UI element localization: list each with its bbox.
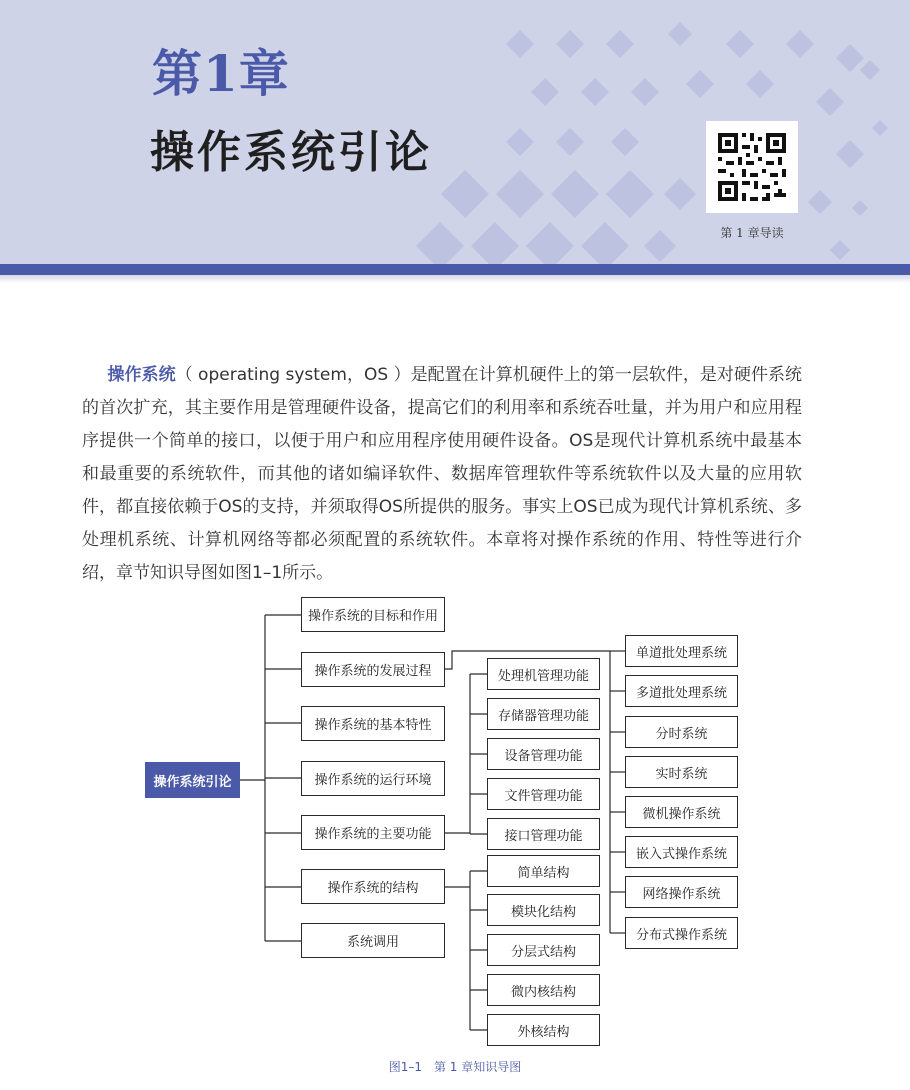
dev-single-batch: 单道批处理系统	[625, 635, 738, 667]
qr-caption: 第 1 章导读	[720, 226, 784, 240]
function-interface: 接口管理功能	[487, 818, 600, 850]
structure-simple: 简单结构	[487, 855, 600, 887]
dev-microcomputer: 微机操作系统	[625, 796, 738, 828]
lead-term: 操作系统	[107, 365, 176, 385]
function-processor: 处理机管理功能	[487, 658, 600, 690]
topic-development: 操作系统的发展过程	[301, 652, 445, 687]
topic-goals: 操作系统的目标和作用	[301, 597, 445, 632]
structure-microkernel: 微内核结构	[487, 974, 600, 1006]
chapter-title: 操作系统引论	[150, 127, 432, 178]
topic-functions: 操作系统的主要功能	[301, 815, 445, 850]
topic-features: 操作系统的基本特性	[301, 706, 445, 741]
topic-structure: 操作系统的结构	[301, 869, 445, 904]
dev-real-time: 实时系统	[625, 756, 738, 788]
dev-embedded: 嵌入式操作系统	[625, 836, 738, 868]
function-file: 文件管理功能	[487, 778, 600, 810]
dev-time-sharing: 分时系统	[625, 716, 738, 748]
function-memory: 存储器管理功能	[487, 698, 600, 730]
figure-caption: 图1–1 第 1 章知识导图	[388, 1060, 522, 1074]
topic-syscall: 系统调用	[301, 923, 445, 958]
structure-modular: 模块化结构	[487, 894, 600, 926]
topic-runtime: 操作系统的运行环境	[301, 761, 445, 796]
dev-network: 网络操作系统	[625, 876, 738, 908]
function-device: 设备管理功能	[487, 738, 600, 770]
dev-distributed: 分布式操作系统	[625, 917, 738, 949]
dev-multi-batch: 多道批处理系统	[625, 675, 738, 707]
structure-exokernel: 外核结构	[487, 1014, 600, 1046]
structure-layered: 分层式结构	[487, 934, 600, 966]
mindmap-root: 操作系统引论	[145, 762, 240, 798]
intro-body: （ operating system，OS ）是配置在计算机硬件上的第一层软件，是对硬件系统的首次扩充，其主要作用是管理硬件设备，提高它们的利用率和系统吞吐量，并为用户和应用程序提供一个简单的接口，以便于用户和应用程序使用硬件设备。OS是现代计算机系统中最基本和最重要的系统软件，而其他的诸如编译软件、数据库管理软件等系统软件以及大量的应用软件，都直接依赖于OS的支持，并须取得OS所提供的服务。事实上OS已成为现代计算机系统、多处理机系统、计算机网络等都必须配置的系统软件。本章将对操作系统的作用、特性等进行介绍，章节知识导图如图1–1所示。	[82, 365, 803, 583]
chapter-number: 第1章	[152, 44, 290, 103]
